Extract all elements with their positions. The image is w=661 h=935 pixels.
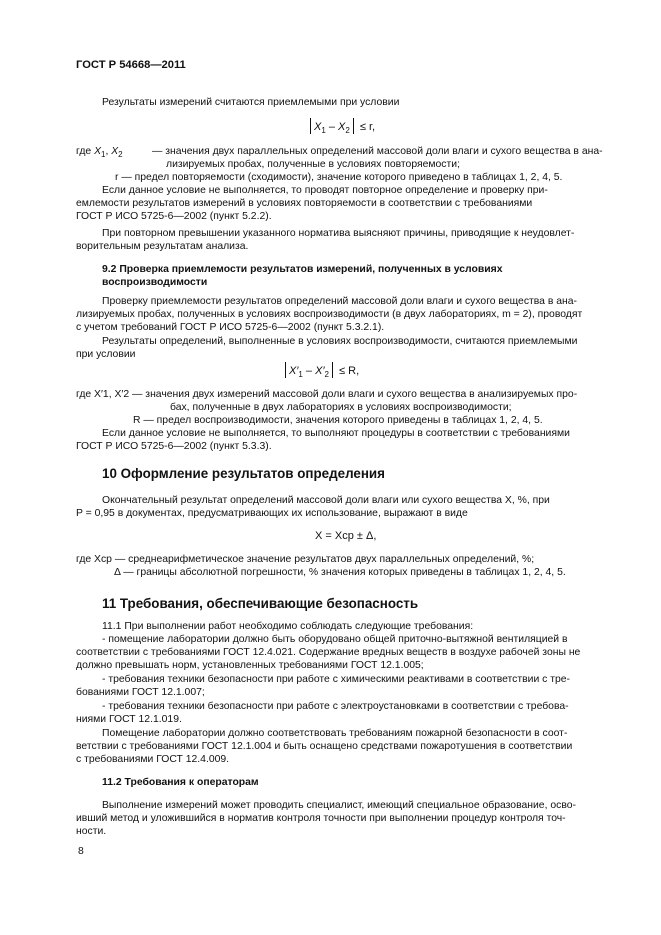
document-header: ГОСТ Р 54668—2011: [76, 59, 186, 71]
paragraph-line: ности.: [76, 826, 107, 837]
paragraph-line: Если данное условие не выполняется, то проводят повторное определение и проверку при-: [102, 185, 548, 196]
paragraph-line: Проверку приемлемости результатов определений массовой доли влаги и сухого вещества в ана-: [102, 296, 578, 307]
formula-repeatability: $X_1 - X_2 \le r$,: [307, 118, 375, 135]
section-title: 9.2 Проверка приемлемости результатов измерений, полученных в условиях: [102, 264, 503, 275]
where-line: где Xср — среднеарифметическое значение результатов двух параллельных определений, %;: [76, 554, 535, 565]
paragraph-line: должно превышать норм, установленных требованиями ГОСТ 12.1.005;: [76, 660, 424, 671]
paragraph-line: ГОСТ Р ИСО 5725-6—2002 (пункт 5.3.3).: [76, 441, 272, 452]
paragraph-line: - требования техники безопасности при работе с электроустановками в соответствии с требова-: [102, 701, 569, 712]
paragraph-line: ниями ГОСТ 12.1.019.: [76, 714, 182, 725]
paragraph-line: 11.1 При выполнении работ необходимо соблюдать следующие требования:: [102, 621, 474, 632]
where-line: R — предел воспроизводимости, значения которого приведены в таблицах 1, 2, 4, 5.: [133, 415, 543, 426]
paragraph-line: соответствии с требованиями ГОСТ 12.4.021. Содержание вредных веществ в воздухе рабочей зоны не: [76, 647, 581, 658]
paragraph-line: ветствии с требованиями ГОСТ 12.1.004 и быть оснащено средствами пожаротушения в соответствии: [76, 741, 573, 752]
paragraph-line: бованиями ГОСТ 12.1.007;: [76, 687, 205, 698]
paragraph-line: Если данное условие не выполняется, то выполняют процедуры в соответствии с требованиями: [102, 428, 570, 439]
where-line: Δ — границы абсолютной погрешности, % значения которых приведены в таблицах 1, 2, 4, 5.: [114, 567, 566, 578]
where-line: r — предел повторяемости (сходимости), значение которого приведено в таблицах 1, 2, 4, 5.: [115, 172, 563, 183]
paragraph-line: Результаты определений, выполненные в условиях воспроизводимости, считаются приемлемыми: [102, 336, 578, 347]
paragraph-line: лизируемых пробах, полученных в условиях воспроизводимости (в двух лабораториях, m = 2), проводят: [76, 309, 583, 320]
paragraph-line: - требования техники безопасности при работе с химическими реактивами в соответствии с тре-: [102, 674, 571, 685]
section-title: воспроизводимости: [102, 277, 208, 288]
page-number: 8: [78, 846, 84, 857]
where-line: где X′1, X′2 — значения двух измерений массовой доли влаги и сухого вещества в анализируемых про-: [76, 389, 578, 400]
formula-reproducibility: $X'_1 - X'_2 \le R$,: [282, 362, 359, 379]
paragraph-line: емлемости результатов измерений в условиях повторяемости в соответствии с требованиями: [76, 198, 533, 209]
paragraph-line: Помещение лаборатории должно соответствовать требованиям пожарной безопасности в соот-: [102, 728, 568, 739]
paragraph-line: ГОСТ Р ИСО 5725-6—2002 (пункт 5.2.2).: [76, 211, 272, 222]
paragraph: Результаты измерений считаются приемлемыми при условии: [102, 97, 400, 108]
subsection-title: 11.2 Требования к операторам: [102, 777, 259, 788]
paragraph-line: с учетом требований ГОСТ Р ИСО 5725-6—2002 (пункт 5.3.2.1).: [76, 322, 385, 333]
paragraph-line: при условии: [76, 349, 136, 360]
where-line: бах, полученные в двух лабораториях в условиях воспроизводимости;: [170, 402, 512, 413]
paragraph-line: P = 0,95 в документах, предусматривающих их использование, выражают в виде: [76, 508, 468, 519]
where-label: где $X_1$, $X_2$: [76, 146, 123, 160]
where-line: лизируемых пробах, полученные в условиях повторяемости;: [166, 159, 460, 170]
paragraph-line: ивший метод и уложившийся в норматив контроля точности при выполнении процедур контроля точ-: [76, 813, 566, 824]
paragraph-line: При повторном превышении указанного норматива выясняют причины, приводящие к неудовлет-: [102, 228, 575, 239]
formula-result: X = Xср ± Δ,: [315, 530, 377, 542]
paragraph-line: с требованиями ГОСТ 12.4.009.: [76, 754, 230, 765]
paragraph-line: ворительным результатам анализа.: [76, 241, 249, 252]
paragraph-line: Выполнение измерений может проводить специалист, имеющий специальное образование, осво-: [102, 800, 576, 811]
where-line: — значения двух параллельных определений массовой доли влаги и сухого вещества в ана-: [152, 146, 603, 157]
section-heading: 10 Оформление результатов определения: [102, 466, 385, 481]
paragraph-line: - помещение лаборатории должно быть оборудовано общей приточно-вытяжной вентиляцией в: [102, 634, 568, 645]
paragraph-line: Окончательный результат определений массовой доли влаги или сухого вещества X, %, при: [102, 495, 550, 506]
section-heading: 11 Требования, обеспечивающие безопасность: [102, 596, 419, 611]
